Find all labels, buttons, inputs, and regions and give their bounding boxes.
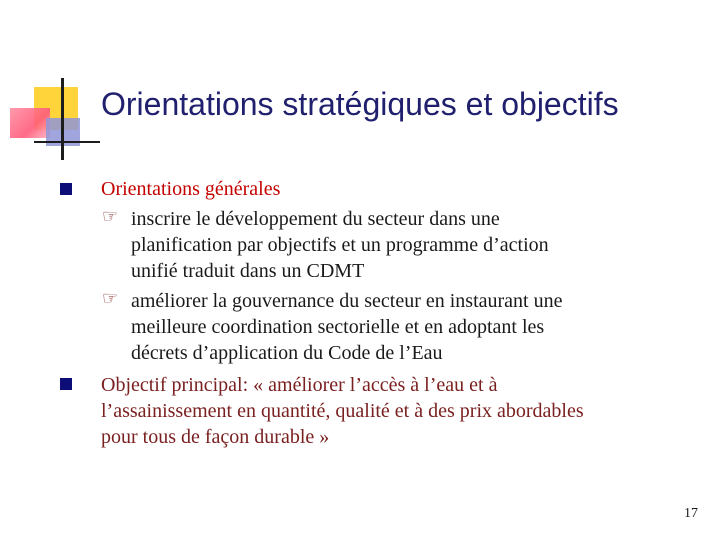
slide-title: Orientations stratégiques et objectifs <box>101 86 619 122</box>
pointing-hand-icon: ☞ <box>102 206 119 227</box>
sub-item-1-line-1: inscrire le développement du secteur dans une <box>131 208 500 230</box>
pointing-hand-icon: ☞ <box>102 288 119 309</box>
sub-item-1-line-2: planification par objectifs et un programme d’action <box>131 234 549 256</box>
bullet-square-icon <box>60 183 72 195</box>
sub-item-2-line-3: décrets d’application du Code de l’Eau <box>131 342 443 364</box>
bullet-heading-orientations: Orientations générales <box>101 178 281 200</box>
sub-item-1-line-3: unifié traduit dans un CDMT <box>131 260 365 282</box>
bullet-square-icon <box>60 378 72 390</box>
objective-line-3: pour tous de façon durable » <box>101 426 330 448</box>
sub-item-2 <box>131 288 562 366</box>
sub-item-2-line-1: améliorer la gouvernance du secteur en instaurant une <box>131 290 563 312</box>
bullet-objective <box>101 372 584 450</box>
objective-line-1: Objectif principal: « améliorer l’accès à l’eau et à <box>101 374 498 396</box>
sub-item-1 <box>131 206 549 284</box>
page-number: 17 <box>684 506 698 521</box>
objective-line-2: l’assainissement en quantité, qualité et à des prix abordables <box>101 400 584 422</box>
sub-item-2-line-2: meilleure coordination sectorielle et en adoptant les <box>131 316 545 338</box>
